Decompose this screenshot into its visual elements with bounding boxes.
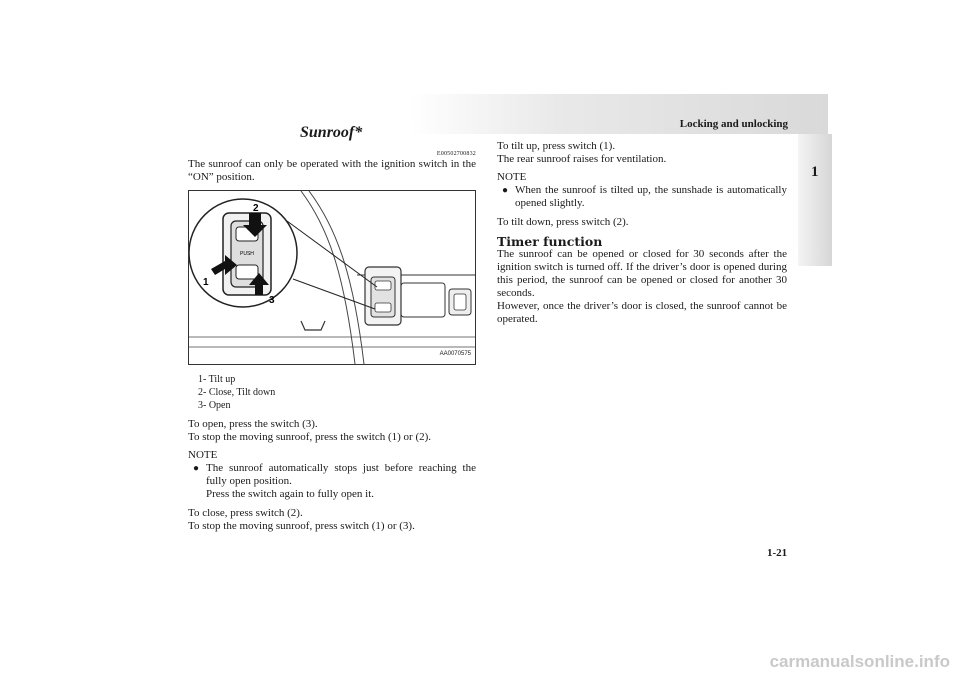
sunroof-switch-figure [188, 190, 476, 365]
timer-text: The sunroof can be opened or closed for 30 seconds after the ignition switch is turned off. If the driver’s door is opened during this period, the sunroof can be opened or closed for another 30 seconds. [497, 248, 787, 299]
note-item [188, 462, 476, 501]
section-tab-number: 1 [811, 164, 819, 180]
figure-callout: 1 [203, 277, 209, 288]
section-tab [798, 134, 832, 266]
section-title: Sunroof* [300, 124, 363, 141]
svg-text:PUSH: PUSH [240, 251, 254, 257]
tilt-up-instruction: To tilt up, press switch (1). [497, 140, 616, 152]
stop-instruction: To stop the moving sunroof, press the switch (1) or (2). [188, 431, 432, 443]
note-text: When the sunroof is tilted up, the sunshade is automatically opened slightly. [515, 184, 787, 209]
watermark: carmanualsonline.info [769, 652, 950, 671]
close-instruction: To close, press switch (2). [188, 507, 303, 519]
note-text: The sunroof automatically stops just before reaching the fully open position. [206, 462, 476, 487]
timer-text-2: However, once the driver’s door is closed, the sunroof cannot be operated. [497, 300, 787, 325]
figure-legend [188, 373, 476, 412]
tilt-down-instruction: To tilt down, press switch (2). [497, 216, 629, 228]
figure-code: AA0070575 [439, 351, 471, 357]
intro-text: The sunroof can only be operated with the ignition switch in the “ON” position. [188, 158, 476, 183]
legend-item: 2- Close, Tilt down [198, 387, 276, 398]
timer-heading: Timer function [497, 234, 603, 249]
note-text-2: Press the switch again to fully open it. [206, 488, 375, 500]
bullet-icon: ● [502, 185, 509, 196]
stop-close-instruction: To stop the moving sunroof, press switch (1) or (3). [188, 520, 415, 532]
note-label: NOTE [188, 449, 218, 461]
page-number: 1-21 [767, 547, 788, 559]
figure-callout: 3 [269, 295, 275, 306]
open-instruction: To open, press the switch (3). [188, 418, 318, 430]
section-title-row [188, 120, 476, 158]
ventilation-text: The rear sunroof raises for ventilation. [497, 153, 667, 165]
note-label: NOTE [497, 171, 527, 183]
figure-callout: 2 [253, 203, 259, 214]
reference-code: E00502700832 [436, 151, 476, 157]
header-title: Locking and unlocking [679, 118, 788, 130]
right-column [497, 140, 787, 326]
note-item [497, 184, 787, 210]
bullet-icon: ● [193, 463, 200, 474]
legend-item: 1- Tilt up [198, 374, 236, 385]
sunroof-switch-illustration [189, 191, 475, 364]
legend-item: 3- Open [198, 400, 231, 411]
left-column [188, 120, 476, 533]
